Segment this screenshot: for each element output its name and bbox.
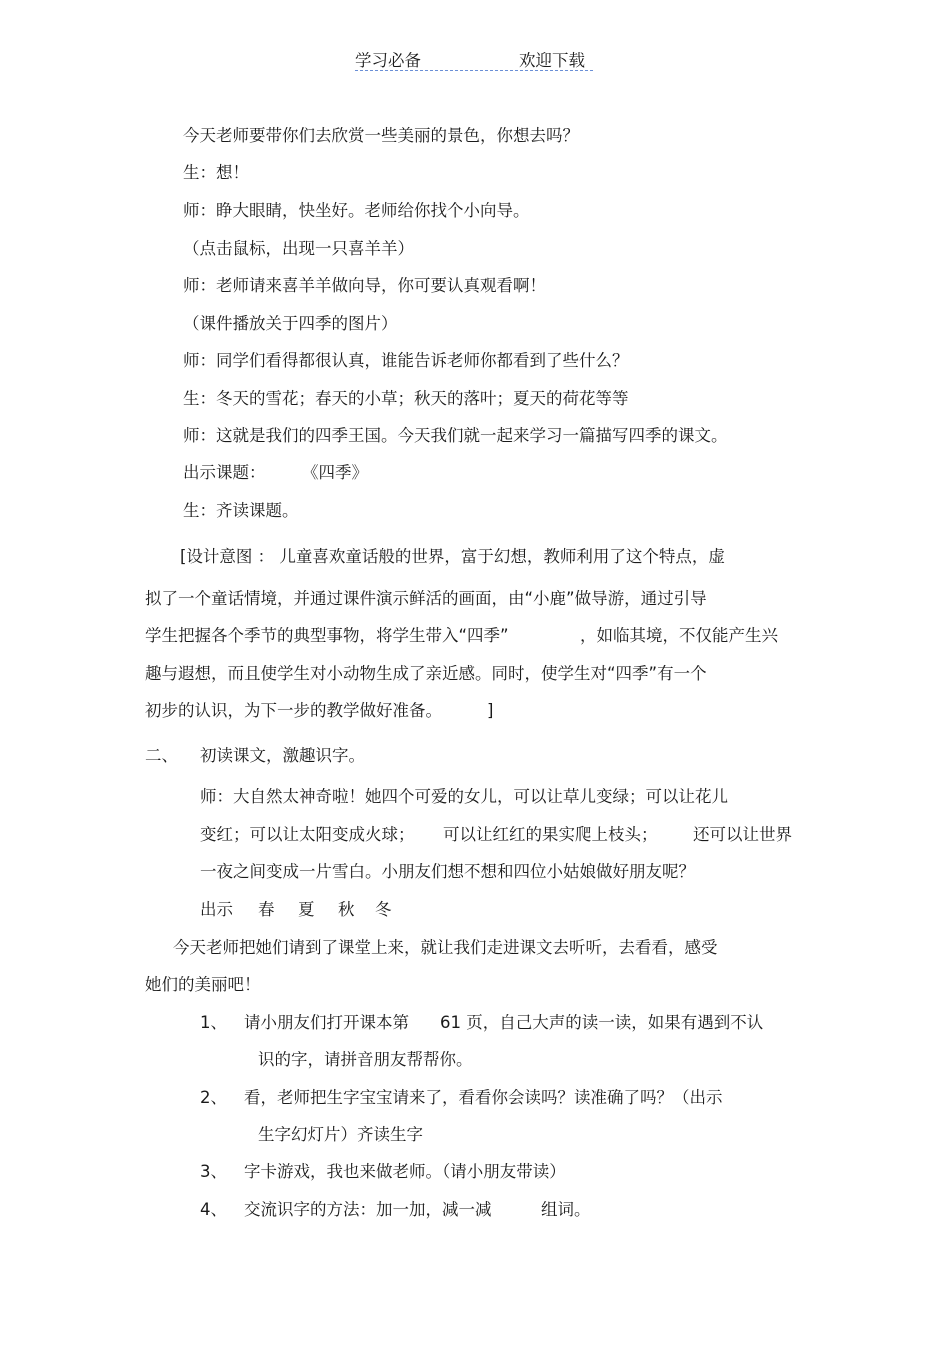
paragraph-line: 变红；可以让太阳变成火球； xyxy=(200,825,415,844)
design-intent-line: 学生把握各个季节的典型事物，将学生带入“四季” xyxy=(145,626,509,645)
list-item-text: 生字幻灯片）齐读生字 xyxy=(258,1125,423,1144)
list-item-text: 交流识字的方法：加一加，减一减 xyxy=(244,1200,492,1219)
paragraph-line: 生：冬天的雪花；春天的小草；秋天的落叶；夏天的荷花等等 xyxy=(183,389,629,408)
list-item-text: 识的字，请拼音朋友帮帮你。 xyxy=(258,1050,473,1069)
paragraph-line: 她们的美丽吧！ xyxy=(145,975,261,994)
header-right-text: 欢迎下载 xyxy=(519,51,585,70)
paragraph-line: 师：大自然太神奇啦！她四个可爱的女儿，可以让草儿变绿；可以让花儿 xyxy=(200,787,728,806)
paragraph-line: （课件播放关于四季的图片） xyxy=(183,314,398,333)
section-number: 二、 xyxy=(145,746,178,765)
season-spring: 春 xyxy=(258,900,275,919)
design-intent-line: 拟了一个童话情境，并通过课件演示鲜活的画面，由“小鹿”做导游，通过引导 xyxy=(145,589,707,608)
header-left-text: 学习必备 xyxy=(355,51,421,70)
design-intent-line: 初步的认识，为下一步的教学做好准备。 xyxy=(145,701,442,720)
paragraph-line: 师：睁大眼睛，快坐好。老师给你找个小向导。 xyxy=(183,201,530,220)
paragraph-line: 还可以让世界 xyxy=(693,825,792,844)
paragraph-line: 生：齐读课题。 xyxy=(183,501,299,520)
list-item-text: 看，老师把生字宝宝请来了，看看你会读吗？读准确了吗？（出示 xyxy=(244,1088,723,1107)
header-underline xyxy=(355,70,593,71)
paragraph-line: 一夜之间变成一片雪白。小朋友们想不想和四位小姑娘做好朋友呢？ xyxy=(200,862,695,881)
season-winter: 冬 xyxy=(375,900,392,919)
lesson-title-label: 出示课题： xyxy=(183,463,266,482)
season-autumn: 秋 xyxy=(338,900,355,919)
section-heading: 初读课文，激趣识字。 xyxy=(200,746,365,765)
list-number: 4、 xyxy=(200,1200,227,1219)
list-item-text: 请小朋友们打开课本第 xyxy=(244,1013,409,1032)
paragraph-line: 生：想！ xyxy=(183,163,249,182)
list-item-text: 组词。 xyxy=(541,1200,591,1219)
lesson-title: 《四季》 xyxy=(302,463,368,482)
paragraph-line: 师：老师请来喜羊羊做向导，你可要认真观看啊！ xyxy=(183,276,546,295)
design-intent-line: [设计意图 ： 儿童喜欢童话般的世界，富于幻想，教师利用了这个特点，虚 xyxy=(180,547,725,566)
paragraph-line: 师：这就是我们的四季王国。今天我们就一起来学习一篇描写四季的课文。 xyxy=(183,426,728,445)
show-label: 出示 xyxy=(200,900,233,919)
design-intent-line: 趣与遐想，而且使学生对小动物生成了亲近感。同时，使学生对“四季”有一个 xyxy=(145,664,707,683)
list-number: 2、 xyxy=(200,1088,227,1107)
list-number: 3、 xyxy=(200,1162,227,1181)
list-item-text: 字卡游戏，我也来做老师。（请小朋友带读） xyxy=(244,1162,566,1181)
paragraph-line: 可以让红红的果实爬上枝头； xyxy=(443,825,658,844)
design-intent-close: ] xyxy=(487,701,494,720)
paragraph-line: 今天老师要带你们去欣赏一些美丽的景色，你想去吗？ xyxy=(183,126,579,145)
paragraph-line: （点击鼠标，出现一只喜羊羊） xyxy=(183,239,414,258)
season-summer: 夏 xyxy=(298,900,315,919)
design-intent-line: ，如临其境，不仅能产生兴 xyxy=(580,626,778,645)
paragraph-line: 今天老师把她们请到了课堂上来，就让我们走进课文去听听，去看看，感受 xyxy=(173,938,718,957)
list-number: 1、 xyxy=(200,1013,227,1032)
list-item-text: 61 页，自己大声的读一读，如果有遇到不认 xyxy=(440,1013,764,1032)
paragraph-line: 师：同学们看得都很认真，谁能告诉老师你都看到了些什么？ xyxy=(183,351,629,370)
